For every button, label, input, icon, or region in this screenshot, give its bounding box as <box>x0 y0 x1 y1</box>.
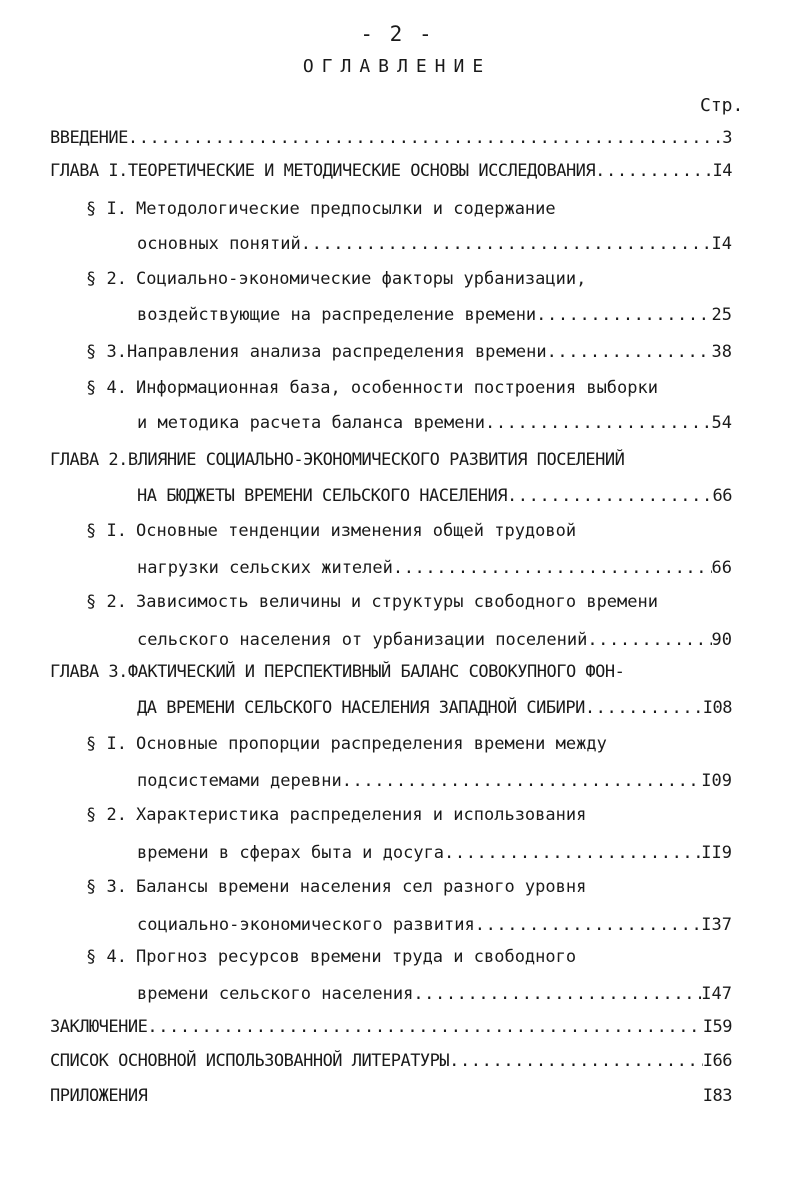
toc-entry-page: 66 <box>711 558 732 578</box>
toc-entry-text: ПРИЛОЖЕНИЯ <box>50 1086 148 1106</box>
toc-entry-ch2-s1-line-1 <box>86 518 732 544</box>
toc-entry-ch1-s2-line-1 <box>86 266 732 292</box>
toc-entry-page: I08 <box>702 698 732 718</box>
toc-entry-text: Направления анализа распределения времени <box>126 342 547 362</box>
toc-entry-text: Социально-экономические факторы урбанизации, <box>136 269 587 289</box>
toc-entry-ch3-s4-line-2 <box>137 981 732 1007</box>
dot-leader <box>507 483 713 509</box>
toc-entry-text: ГЛАВА 2.ВЛИЯНИЕ СОЦИАЛЬНО-ЭКОНОМИЧЕСКОГО РАЗВИТИЯ ПОСЕЛЕНИЙ <box>50 450 625 470</box>
dot-leader <box>128 125 722 151</box>
toc-entry-text: СПИСОК ОСНОВНОЙ ИСПОЛЬЗОВАННОЙ ЛИТЕРАТУРЫ <box>50 1051 450 1071</box>
toc-entry-ch3-s2-line-1 <box>86 802 732 828</box>
dot-leader <box>585 695 703 721</box>
dot-leader <box>587 627 711 653</box>
toc-entry-text: и методика расчета баланса времени <box>137 413 485 433</box>
toc-entry-text: ДА ВРЕМЕНИ СЕЛЬСКОГО НАСЕЛЕНИЯ ЗАПАДНОЙ СИБИРИ <box>137 698 585 718</box>
section-mark: § 3. <box>86 877 127 897</box>
section-mark: § I. <box>86 199 127 219</box>
toc-entry-text: Методологические предпосылки и содержание <box>136 199 556 219</box>
toc-entry-ch3-line-1 <box>50 659 732 685</box>
toc-entry-page: I47 <box>701 984 732 1004</box>
toc-entry-text: Зависимость величины и структуры свободного времени <box>136 592 658 612</box>
toc-entry-text: социально-экономического развития <box>137 915 475 935</box>
toc-entry-page: 38 <box>711 342 732 362</box>
dot-leader <box>595 158 712 184</box>
section-mark: § I. <box>86 734 127 754</box>
toc-entry-text: ГЛАВА 3.ФАКТИЧЕСКИЙ И ПЕРСПЕКТИВНЫЙ БАЛАНС СОВОКУПНОГО ФОН- <box>50 662 625 682</box>
dot-leader <box>536 302 711 328</box>
toc-entry-ch1-line-1 <box>50 158 732 184</box>
toc-entry-page: 3 <box>722 128 732 148</box>
toc-entry-intro-line-1 <box>50 125 732 151</box>
toc-entry-page: 25 <box>711 305 732 325</box>
toc-entry-text: Прогноз ресурсов времени труда и свободного <box>136 947 577 967</box>
page-column-label: Стр. <box>700 95 744 116</box>
toc-entry-ch1-s1-line-1 <box>86 196 732 222</box>
toc-entry-text: нагрузки сельских жителей <box>137 558 393 578</box>
toc-entry-text: времени в сферах быта и досуга <box>137 843 445 863</box>
toc-entry-text: Основные пропорции распределения времени между <box>136 734 607 754</box>
toc-entry-ch3-s3-line-2 <box>137 912 732 938</box>
toc-entry-conclusion-line-1 <box>50 1014 732 1040</box>
toc-entry-ch2-line-1 <box>50 447 732 473</box>
dot-leader <box>547 339 712 365</box>
section-mark: § 3. <box>86 342 127 362</box>
toc-entry-text: НА БЮДЖЕТЫ ВРЕМЕНИ СЕЛЬСКОГО НАСЕЛЕНИЯ <box>137 486 507 506</box>
section-mark: § 2. <box>86 805 127 825</box>
toc-entry-text: основных понятий <box>137 234 301 254</box>
toc-entry-page: I59 <box>702 1017 732 1037</box>
toc-entry-text: ЗАКЛЮЧЕНИЕ <box>50 1017 148 1037</box>
toc-entry-text: Основные тенденции изменения общей трудовой <box>136 521 577 541</box>
dot-leader <box>301 231 712 257</box>
toc-entry-page: I37 <box>701 915 732 935</box>
toc-entry-text: воздействующие на распределение времени <box>137 305 537 325</box>
dot-leader <box>475 912 702 938</box>
toc-entry-ch3-s4-line-1 <box>86 944 732 970</box>
dot-leader <box>393 555 712 581</box>
toc-entry-text: Информационная база, особенности построения выборки <box>136 378 658 398</box>
toc-entry-ch1-s3-line-1 <box>86 339 732 365</box>
section-mark: § I. <box>86 521 127 541</box>
toc-entry-ch3-s3-line-1 <box>86 874 732 900</box>
section-mark: § 4. <box>86 378 127 398</box>
toc-entry-page: I09 <box>701 771 732 791</box>
toc-entry-text: подсистемами деревни <box>137 771 342 791</box>
section-mark: § 4. <box>86 947 127 967</box>
section-mark: § 2. <box>86 269 127 289</box>
toc-entry-page: 66 <box>712 486 732 506</box>
section-mark: § 2. <box>86 592 127 612</box>
toc-title: ОГЛАВЛЕНИЕ <box>302 56 492 77</box>
toc-entry-ch1-s4-line-1 <box>86 375 732 401</box>
toc-entry-ch2-s2-line-1 <box>86 589 732 615</box>
toc-entry-text: времени сельского населения <box>137 984 414 1004</box>
toc-entry-text: сельского населения от урбанизации поселений <box>137 630 588 650</box>
toc-entry-ch3-s2-line-2 <box>137 840 732 866</box>
toc-entry-ch3-line-2 <box>137 695 732 721</box>
toc-entry-page: I66 <box>702 1051 732 1071</box>
toc-entry-ch2-line-2 <box>137 483 732 509</box>
toc-entry-page: II9 <box>701 843 732 863</box>
dot-leader <box>342 768 702 794</box>
toc-entry-page: I4 <box>711 234 732 254</box>
toc-entry-text: Характеристика распределения и использования <box>136 805 587 825</box>
toc-entry-text: ГЛАВА I.ТЕОРЕТИЧЕСКИЕ И МЕТОДИЧЕСКИЕ ОСНОВЫ ИССЛЕДОВАНИЯ <box>50 161 596 181</box>
toc-entry-page: I83 <box>702 1086 732 1106</box>
toc-entry-ch2-s1-line-2 <box>137 555 732 581</box>
toc-entry-ch3-s1-line-1 <box>86 731 732 757</box>
toc-entry-ch3-s1-line-2 <box>137 768 732 794</box>
toc-entry-appendix-line-1 <box>50 1083 732 1109</box>
dot-leader <box>449 1048 703 1074</box>
toc-entry-page: 90 <box>711 630 732 650</box>
dot-leader <box>444 840 701 866</box>
toc-entry-ch1-s4-line-2 <box>137 410 732 436</box>
toc-entry-ch2-s2-line-2 <box>137 627 732 653</box>
page-number: - 2 - <box>360 22 434 46</box>
toc-entry-references-line-1 <box>50 1048 732 1074</box>
toc-entry-page: 54 <box>711 413 732 433</box>
toc-entry-text: ВВЕДЕНИЕ <box>50 128 128 148</box>
dot-leader <box>485 410 712 436</box>
toc-entry-ch1-s1-line-2 <box>137 231 732 257</box>
dot-leader <box>147 1014 702 1040</box>
toc-entry-page: I4 <box>712 161 732 181</box>
dot-leader <box>413 981 701 1007</box>
toc-entry-text: Балансы времени населения сел разного уровня <box>136 877 587 897</box>
toc-entry-ch1-s2-line-2 <box>137 302 732 328</box>
